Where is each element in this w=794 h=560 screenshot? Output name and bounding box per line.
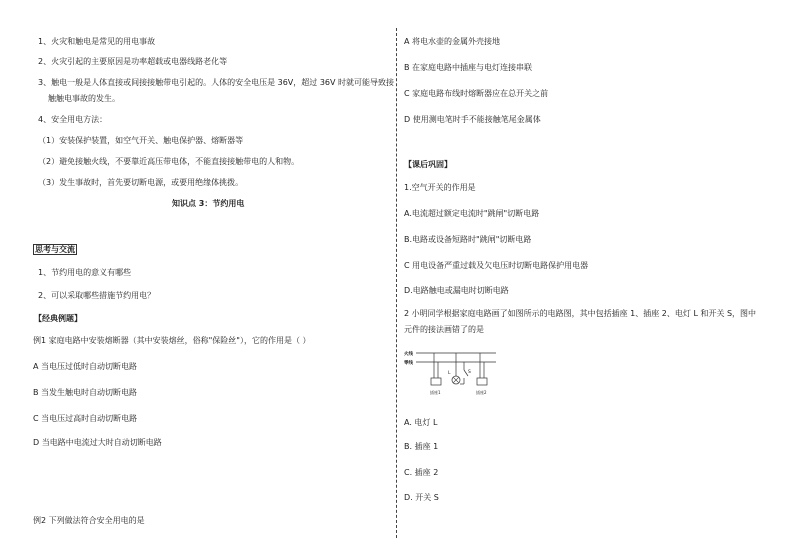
question-1-option-a: A.电流超过额定电流时"跳闸"切断电路 [404,209,540,218]
after-class-title: 【课后巩固】 [404,160,452,169]
question-1-option-c: C 用电设备严重过载及欠电压时切断电路保护用电器 [404,261,589,270]
question-2-option-d: D. 开关 S [404,493,439,502]
think-discuss-title [33,245,77,255]
fire-wire-label: 火线 [404,352,413,357]
example-2-question: 例2 下列做法符合安全用电的是 [33,516,145,525]
safety-method-1: （1）安装保护装置，如空气开关、触电保护器、熔断器等 [38,136,244,145]
socket1-icon [431,378,441,385]
example-1-option-a: A 当电压过低时自动切断电路 [33,362,138,371]
example-2-option-d: D 使用测电笔时手不能接触笔尾金属体 [404,115,541,124]
left-item-1: 1、火灾和触电是常见的用电事故 [38,37,156,46]
question-2-option-c: C. 插座 2 [404,468,439,477]
example-1-option-b: B 当发生触电时自动切断电路 [33,388,138,397]
example-2-option-b: B 在家庭电路中插座与电灯连接串联 [404,63,533,72]
question-1-option-d: D.电路触电或漏电时切断电路 [404,286,509,295]
question-1: 1.空气开关的作用是 [404,183,476,192]
socket2-label: 插座2 [476,390,487,395]
column-divider [396,28,397,538]
example-2-option-a: A 将电水壶的金属外壳接地 [404,37,501,46]
left-item-4: 4、安全用电方法： [38,115,108,124]
example-1-option-d: D 当电路中电流过大时自动切断电路 [33,438,162,447]
left-item-3-line1: 3、触电一般是人体直接或间接接触带电引起的。人体的安全电压是 36V，超过 36V 时就可能导致接 [38,78,395,87]
circuit-diagram [404,348,496,396]
left-item-2: 2、火灾引起的主要原因是功率超载或电器线路老化等 [38,57,228,66]
think-discuss-box: 思考与交流 [35,245,75,254]
question-2-option-b: B. 插座 1 [404,442,439,451]
socket1-label: 插座1 [430,390,441,395]
knowledge-point-title: 知识点 3：节约用电 [172,199,245,208]
question-2-line2: 元件的接法画错了的是 [404,325,484,334]
lamp-label: L [448,371,451,376]
think-question-2: 2、可以采取哪些措施节约用电？ [38,291,156,300]
neutral-wire-label: 零线 [404,361,413,366]
safety-method-3: （3）发生事故时，首先要切断电源，或要用绝缘体挑拨。 [38,178,244,187]
think-question-1: 1、节约用电的意义有哪些 [38,268,132,277]
classic-examples-title: 【经典例题】 [34,314,82,323]
safety-method-2: （2）避免接触火线，不要靠近高压带电体，不能直接接触带电的人和物。 [38,157,300,166]
question-1-option-b: B.电路或设备短路时"跳闸"切断电路 [404,235,532,244]
question-2-line1: 2 小明同学根据家庭电路画了如图所示的电路图，其中包括插座 1、插座 2、电灯 L 和开关 S，图中 [404,309,757,318]
question-2-option-a: A. 电灯 L [404,418,438,427]
socket2-icon [477,378,487,385]
example-2-option-c: C 家庭电路布线时熔断器应在总开关之前 [404,89,549,98]
example-1-question: 例1 家庭电路中安装熔断器（其中安装熔丝，俗称"保险丝"），它的作用是（ ） [33,336,311,345]
left-item-3-line2: 触触电事故的发生。 [48,94,120,103]
switch-label: S [468,370,471,375]
example-1-option-c: C 当电压过高时自动切断电路 [33,414,138,423]
